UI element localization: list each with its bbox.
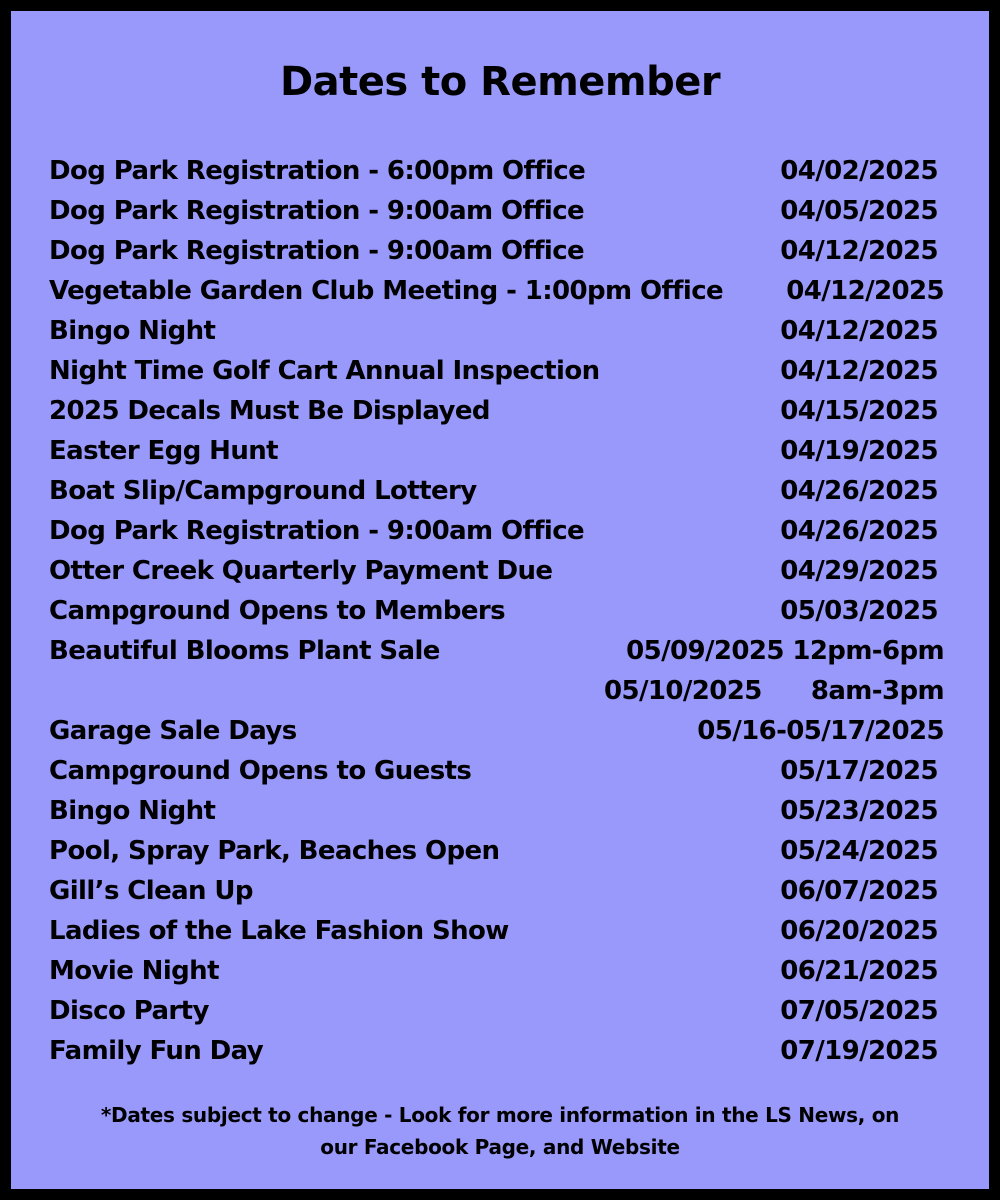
event-row-garage-sale: [49, 711, 944, 751]
event-date: 04/12/2025: [780, 356, 938, 386]
event-date: 04/12/2025: [780, 316, 938, 346]
event-row-disco-party: [49, 991, 944, 1031]
event-row-golf-cart: [49, 351, 944, 391]
event-date: 04/15/2025: [780, 396, 938, 426]
event-label: Beautiful Blooms Plant Sale: [49, 636, 440, 666]
event-label: Easter Egg Hunt: [49, 436, 278, 466]
event-label: Campground Opens to Guests: [49, 756, 472, 786]
event-date: 05/03/2025: [780, 596, 938, 626]
event-row-dog-park-3: [49, 231, 944, 271]
event-label: Boat Slip/Campground Lottery: [49, 476, 477, 506]
event-label: Movie Night: [49, 956, 219, 986]
event-row-dog-park-2: [49, 191, 944, 231]
event-label: Disco Party: [49, 996, 209, 1026]
event-label: Vegetable Garden Club Meeting - 1:00pm Office: [49, 276, 724, 306]
event-row-family-fun-day: [49, 1031, 944, 1071]
event-label: Dog Park Registration - 9:00am Office: [49, 516, 585, 546]
event-date: 04/12/2025: [780, 236, 938, 266]
event-date: 04/29/2025: [780, 556, 938, 586]
event-row-bingo-1: [49, 311, 944, 351]
event-label: Night Time Golf Cart Annual Inspection: [49, 356, 600, 386]
event-label: Bingo Night: [49, 796, 216, 826]
event-row-lottery: [49, 471, 944, 511]
event-row-fashion-show: [49, 911, 944, 951]
footnote-line-1: *Dates subject to change - Look for more information in the LS News, on: [100, 1103, 900, 1127]
event-label: Pool, Spray Park, Beaches Open: [49, 836, 500, 866]
event-date: 06/21/2025: [780, 956, 938, 986]
event-row-plant-sale-day-2: [49, 671, 944, 711]
event-label: Otter Creek Quarterly Payment Due: [49, 556, 553, 586]
footnote: [51, 1099, 949, 1163]
event-row-campground-members: [49, 591, 944, 631]
event-label: 2025 Decals Must Be Displayed: [49, 396, 490, 426]
event-date: 04/05/2025: [780, 196, 938, 226]
footnote-line-2: our Facebook Page, and Website: [320, 1135, 680, 1159]
event-row-campground-guests: [49, 751, 944, 791]
event-row-decals: [49, 391, 944, 431]
event-date: 04/19/2025: [780, 436, 938, 466]
event-row-dog-park-1: [49, 151, 944, 191]
event-time: 8am-3pm: [810, 676, 944, 706]
event-label: Dog Park Registration - 9:00am Office: [49, 236, 585, 266]
event-date: 05/16-05/17/2025: [697, 716, 944, 746]
event-date: 05/23/2025: [780, 796, 938, 826]
event-row-easter: [49, 431, 944, 471]
event-date: 05/24/2025: [780, 836, 938, 866]
event-label: Family Fun Day: [49, 1036, 264, 1066]
event-date: 04/26/2025: [780, 516, 938, 546]
event-date: 04/12/2025: [786, 276, 944, 306]
event-date: 05/10/2025: [604, 676, 762, 706]
page-title: Dates to Remember: [279, 59, 721, 105]
event-row-garden-club: [49, 271, 944, 311]
event-row-plant-sale: [49, 631, 944, 671]
event-date: 05/17/2025: [780, 756, 938, 786]
event-row-pool-open: [49, 831, 944, 871]
event-label: Ladies of the Lake Fashion Show: [49, 916, 509, 946]
event-row-otter-creek: [49, 551, 944, 591]
event-date: 06/07/2025: [780, 876, 938, 906]
event-row-movie-night: [49, 951, 944, 991]
event-date: 04/02/2025: [780, 156, 938, 186]
event-list: [49, 151, 944, 1071]
event-date: 07/05/2025: [780, 996, 938, 1026]
event-date: 07/19/2025: [780, 1036, 938, 1066]
event-label: Garage Sale Days: [49, 716, 297, 746]
event-date: 05/09/2025 12pm-6pm: [626, 636, 944, 666]
event-label: Gill’s Clean Up: [49, 876, 253, 906]
event-row-clean-up: [49, 871, 944, 911]
event-label: Dog Park Registration - 9:00am Office: [49, 196, 585, 226]
event-row-bingo-2: [49, 791, 944, 831]
event-date: 04/26/2025: [780, 476, 938, 506]
event-label: Bingo Night: [49, 316, 216, 346]
event-label: Campground Opens to Members: [49, 596, 505, 626]
event-label: Dog Park Registration - 6:00pm Office: [49, 156, 586, 186]
event-date: 06/20/2025: [780, 916, 938, 946]
event-row-dog-park-4: [49, 511, 944, 551]
